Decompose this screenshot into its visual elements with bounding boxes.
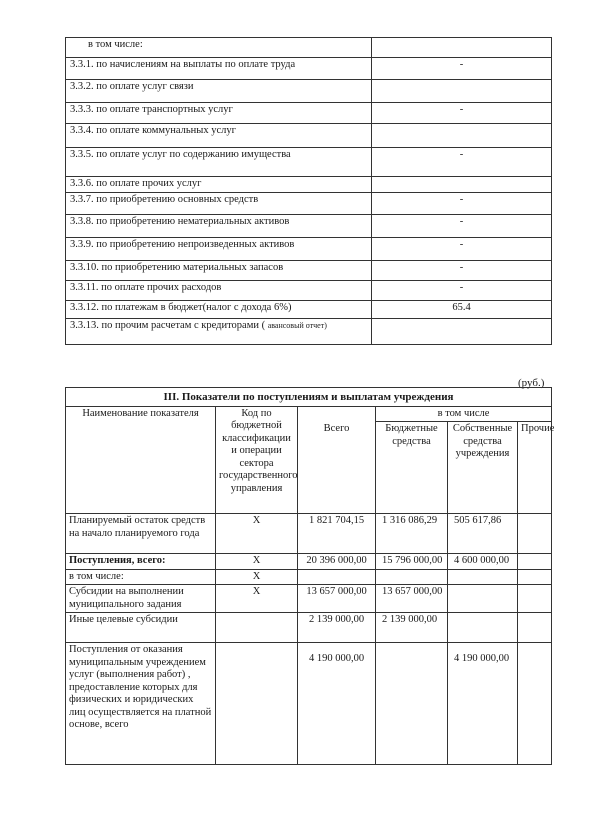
- table-row: [66, 58, 552, 80]
- row-value: [372, 177, 552, 193]
- row-value: [372, 38, 552, 58]
- table-row: [66, 585, 552, 613]
- row-value: -: [372, 261, 552, 281]
- header-budget: Бюджетные средства: [376, 422, 448, 514]
- table-row: [66, 261, 552, 281]
- header-code: Код по бюджетной классификации и операции сектора государственного управления: [216, 406, 298, 514]
- cell-other: [518, 514, 552, 554]
- row-label: 3.3.3. по оплате транспортных услуг: [66, 103, 372, 124]
- row-label-text: 3.3.13. по прочим расчетам с кредиторами (: [70, 320, 266, 331]
- cell-name: Иные целевые субсидии: [66, 613, 216, 643]
- cell-own: [448, 569, 518, 585]
- table-row: [66, 643, 552, 765]
- cell-own: 4 190 000,00: [448, 643, 518, 765]
- cell-name: в том числе:: [66, 569, 216, 585]
- table-row: [66, 177, 552, 193]
- cell-own: [448, 613, 518, 643]
- row-value: -: [372, 193, 552, 215]
- cell-code: X: [216, 554, 298, 570]
- section-title: III. Показатели по поступлениям и выплатам учреждения: [66, 388, 552, 407]
- row-value: -: [372, 58, 552, 80]
- cell-name: Планируемый остаток средств на начало планируемого года: [66, 514, 216, 554]
- cell-total: 2 139 000,00: [298, 613, 376, 643]
- table-row: [66, 238, 552, 261]
- table-row: [66, 281, 552, 301]
- cell-total: 20 396 000,00: [298, 554, 376, 570]
- row-label: 3.3.10. по приобретению материальных запасов: [66, 261, 372, 281]
- table-row: [66, 319, 552, 345]
- table-row: [66, 148, 552, 177]
- cell-total: 4 190 000,00: [298, 643, 376, 765]
- table-row: [66, 569, 552, 585]
- row-value: -: [372, 281, 552, 301]
- row-label: 3.3.4. по оплате коммунальных услуг: [66, 124, 372, 148]
- header-own: Собственные средства учреждения: [448, 422, 518, 514]
- cell-budget: [376, 569, 448, 585]
- table-row: [66, 38, 552, 58]
- cell-budget: 13 657 000,00: [376, 585, 448, 613]
- header-name: Наименование показателя: [66, 406, 216, 514]
- table-row: [66, 103, 552, 124]
- header-other: Прочие: [518, 422, 552, 514]
- table-row: [66, 514, 552, 554]
- row-label: 3.3.2. по оплате услуг связи: [66, 80, 372, 103]
- table-row: [66, 124, 552, 148]
- cell-other: [518, 643, 552, 765]
- cell-code: X: [216, 569, 298, 585]
- cell-budget: 2 139 000,00: [376, 613, 448, 643]
- cell-own: [448, 585, 518, 613]
- cell-code: [216, 643, 298, 765]
- table-row: [66, 554, 552, 570]
- expenses-breakdown-table: [65, 37, 552, 345]
- row-label: 3.3.11. по оплате прочих расходов: [66, 281, 372, 301]
- table-row: [66, 193, 552, 215]
- row-label: 3.3.1. по начислениям на выплаты по оплате труда: [66, 58, 372, 80]
- cell-other: [518, 613, 552, 643]
- header-including: в том числе: [376, 406, 552, 422]
- row-value: -: [372, 215, 552, 238]
- row-value: [372, 319, 552, 345]
- row-value: [372, 124, 552, 148]
- cell-code: X: [216, 514, 298, 554]
- row-value: -: [372, 148, 552, 177]
- cell-budget: 15 796 000,00: [376, 554, 448, 570]
- row-label: 3.3.12. по платежам в бюджет(налог с дохода 6%): [66, 301, 372, 319]
- cell-own: 505 617,86: [448, 514, 518, 554]
- receipts-payments-table: [65, 387, 555, 765]
- row-label: 3.3.7. по приобретению основных средств: [66, 193, 372, 215]
- table-row: [66, 613, 552, 643]
- table-row: [66, 80, 552, 103]
- row-label: 3.3.5. по оплате услуг по содержанию имущества: [66, 148, 372, 177]
- header-total: Всего: [298, 406, 376, 514]
- row-value: -: [372, 238, 552, 261]
- cell-own: 4 600 000,00: [448, 554, 518, 570]
- cell-code: [216, 613, 298, 643]
- cell-name: Поступления, всего:: [66, 554, 216, 570]
- cell-total: 1 821 704,15: [298, 514, 376, 554]
- table-row: [66, 215, 552, 238]
- row-label: в том числе:: [66, 38, 372, 58]
- row-value: 65.4: [372, 301, 552, 319]
- cell-other: [518, 569, 552, 585]
- cell-name: Поступления от оказания муниципальным учреждением услуг (выполнения работ) , предоставление которых для физических и юридических лиц осуществляется на платной основе, всего: [66, 643, 216, 765]
- row-label: 3.3.6. по оплате прочих услуг: [66, 177, 372, 193]
- cell-other: [518, 585, 552, 613]
- cell-name: Субсидии на выполнении муниципального задания: [66, 585, 216, 613]
- cell-code: X: [216, 585, 298, 613]
- row-label-note: авансовый отчет): [267, 321, 327, 330]
- cell-total: 13 657 000,00: [298, 585, 376, 613]
- row-label: 3.3.9. по приобретению непроизведенных активов: [66, 238, 372, 261]
- table-row: [66, 301, 552, 319]
- cell-budget: 1 316 086,29: [376, 514, 448, 554]
- cell-other: [518, 554, 552, 570]
- row-value: -: [372, 103, 552, 124]
- row-value: [372, 80, 552, 103]
- cell-total: [298, 569, 376, 585]
- row-label: 3.3.8. по приобретению нематериальных активов: [66, 215, 372, 238]
- currency-unit: (руб.): [518, 377, 545, 389]
- row-label: [66, 319, 372, 345]
- cell-budget: [376, 643, 448, 765]
